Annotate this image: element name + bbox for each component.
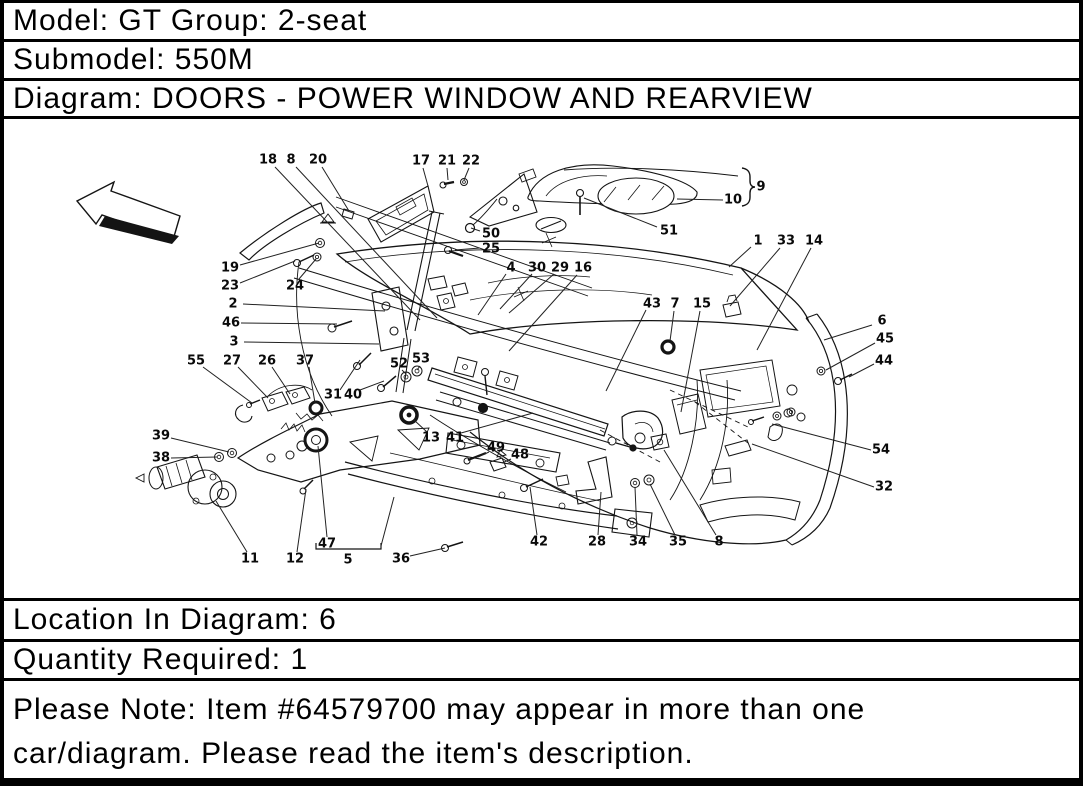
leader-line-3 <box>244 342 379 344</box>
callout-35: 35 <box>668 534 688 550</box>
leader-line-50 <box>471 228 480 231</box>
callout-26: 26 <box>257 353 277 369</box>
mirror-assembly <box>368 165 697 242</box>
diagram-title-row <box>4 81 1079 119</box>
callout-54: 54 <box>871 442 891 458</box>
callout-53: 53 <box>411 351 431 367</box>
leader-line-38 <box>171 457 217 458</box>
callout-39: 39 <box>151 428 171 444</box>
leader-line-5 <box>381 497 394 546</box>
leader-line-41 <box>461 413 533 433</box>
callout-38: 38 <box>151 450 171 466</box>
note-row <box>4 681 1079 781</box>
model-text: Model: GT Group: 2-seat <box>13 4 368 37</box>
callout-29: 29 <box>550 260 570 276</box>
lock-lever-cluster <box>725 409 792 456</box>
door-shell <box>430 268 847 545</box>
leader-line-26 <box>272 367 290 394</box>
callout-30: 30 <box>527 260 547 276</box>
callout-45: 45 <box>875 331 895 347</box>
leader-line-12 <box>297 489 306 552</box>
submodel-row <box>4 42 1079 81</box>
leader-line-6 <box>824 325 872 340</box>
callout-42: 42 <box>529 534 549 550</box>
callout-52: 52 <box>389 356 409 372</box>
location-row <box>4 601 1079 642</box>
callout-2: 2 <box>228 296 238 312</box>
leader-line-40 <box>360 381 384 390</box>
leader-line-19 <box>240 243 319 265</box>
callout-10: 10 <box>723 192 743 208</box>
leader-line-17 <box>423 168 428 186</box>
callout-47: 47 <box>317 536 337 552</box>
callout-3: 3 <box>229 334 239 350</box>
callout-4: 4 <box>506 260 516 276</box>
leader-line-32 <box>752 444 874 487</box>
callout-9: 9 <box>756 179 766 195</box>
callout-28: 28 <box>587 534 607 550</box>
leader-line-1 <box>729 247 751 267</box>
callout-51: 51 <box>659 223 679 239</box>
quarter-glass <box>240 203 324 260</box>
callout-7: 7 <box>670 296 680 312</box>
leader-line-36 <box>410 548 445 556</box>
leader-line-43 <box>606 310 646 391</box>
diagram-canvas <box>4 119 1079 598</box>
callout-49: 49 <box>486 440 506 456</box>
callout-11: 11 <box>240 551 260 567</box>
callout-43: 43 <box>642 296 662 312</box>
small-fasteners <box>294 179 853 422</box>
callout-41: 41 <box>445 430 465 446</box>
callout-22: 22 <box>461 153 481 169</box>
callout-1: 1 <box>753 233 763 249</box>
callout-21: 21 <box>437 153 457 169</box>
quantity-text: Quantity Required: 1 <box>13 643 309 676</box>
callout-16: 16 <box>573 260 593 276</box>
leader-line-8 <box>664 450 716 535</box>
callout-46: 46 <box>221 315 241 331</box>
callout-50: 50 <box>481 226 501 242</box>
leader-line-8 <box>296 167 437 318</box>
callout-36: 36 <box>391 551 411 567</box>
callout-5: 5 <box>343 552 353 568</box>
leader-line-39 <box>171 438 229 452</box>
direction-arrow-icon <box>77 182 180 244</box>
callout-44: 44 <box>874 353 894 369</box>
callout-8: 8 <box>714 534 724 550</box>
leader-line-16 <box>509 275 577 351</box>
callout-37: 37 <box>295 353 315 369</box>
callout-18: 18 <box>258 152 278 168</box>
latch-cluster <box>622 341 706 450</box>
leader-line-54 <box>772 424 871 450</box>
note-line-2: car/diagram. Please read the item's description. <box>13 737 694 770</box>
callout-8: 8 <box>286 152 296 168</box>
callout-6: 6 <box>877 313 887 329</box>
leader-line-20 <box>322 167 349 211</box>
leader-line-11 <box>216 501 247 552</box>
leader-line-27 <box>238 367 268 398</box>
diagram-title-text: Diagram: DOORS - POWER WINDOW AND REARVIEW <box>13 81 813 115</box>
leader-line-14 <box>757 248 811 350</box>
leader-line-2 <box>243 304 385 311</box>
leader-line-44 <box>849 364 874 377</box>
leader-line-42 <box>530 487 537 535</box>
callout-20: 20 <box>308 152 328 168</box>
submodel-text: Submodel: 550M <box>13 43 254 76</box>
leader-line-45 <box>826 343 875 370</box>
leader-line-46 <box>241 323 337 324</box>
callout-32: 32 <box>874 479 894 495</box>
location-text: Location In Diagram: 6 <box>13 603 337 636</box>
callout-31: 31 <box>323 387 343 403</box>
callout-23: 23 <box>220 278 240 294</box>
callout-25: 25 <box>481 241 501 257</box>
callout-17: 17 <box>411 153 431 169</box>
callout-55: 55 <box>186 353 206 369</box>
leader-line-21 <box>447 168 448 180</box>
leader-line-47 <box>318 446 327 537</box>
callout-34: 34 <box>628 534 648 550</box>
callout-layer <box>152 153 894 568</box>
leader-line-29 <box>509 274 554 313</box>
callout-19: 19 <box>220 260 240 276</box>
quantity-row <box>4 642 1079 681</box>
model-row <box>4 3 1079 42</box>
door-glass <box>337 241 797 334</box>
callout-13: 13 <box>421 430 441 446</box>
callout-48: 48 <box>510 447 530 463</box>
leader-line-22 <box>464 168 469 180</box>
callout-15: 15 <box>692 296 712 312</box>
leader-line-10 <box>677 199 723 200</box>
callout-40: 40 <box>343 387 363 403</box>
callout-14: 14 <box>804 233 824 249</box>
brace-9 <box>742 168 755 206</box>
hook-bracket-cluster <box>215 385 323 461</box>
callout-27: 27 <box>222 353 242 369</box>
leader-line-33 <box>730 248 780 306</box>
note-line-1: Please Note: Item #64579700 may appear in more than one <box>13 693 866 726</box>
callout-12: 12 <box>285 551 305 567</box>
leader-line-7 <box>670 311 674 341</box>
callout-33: 33 <box>776 233 796 249</box>
callout-24: 24 <box>285 278 305 294</box>
leader-line-35 <box>650 484 675 535</box>
leader-line-55 <box>203 367 252 403</box>
diagram-area <box>4 119 1079 601</box>
leader-line-31 <box>340 360 360 390</box>
